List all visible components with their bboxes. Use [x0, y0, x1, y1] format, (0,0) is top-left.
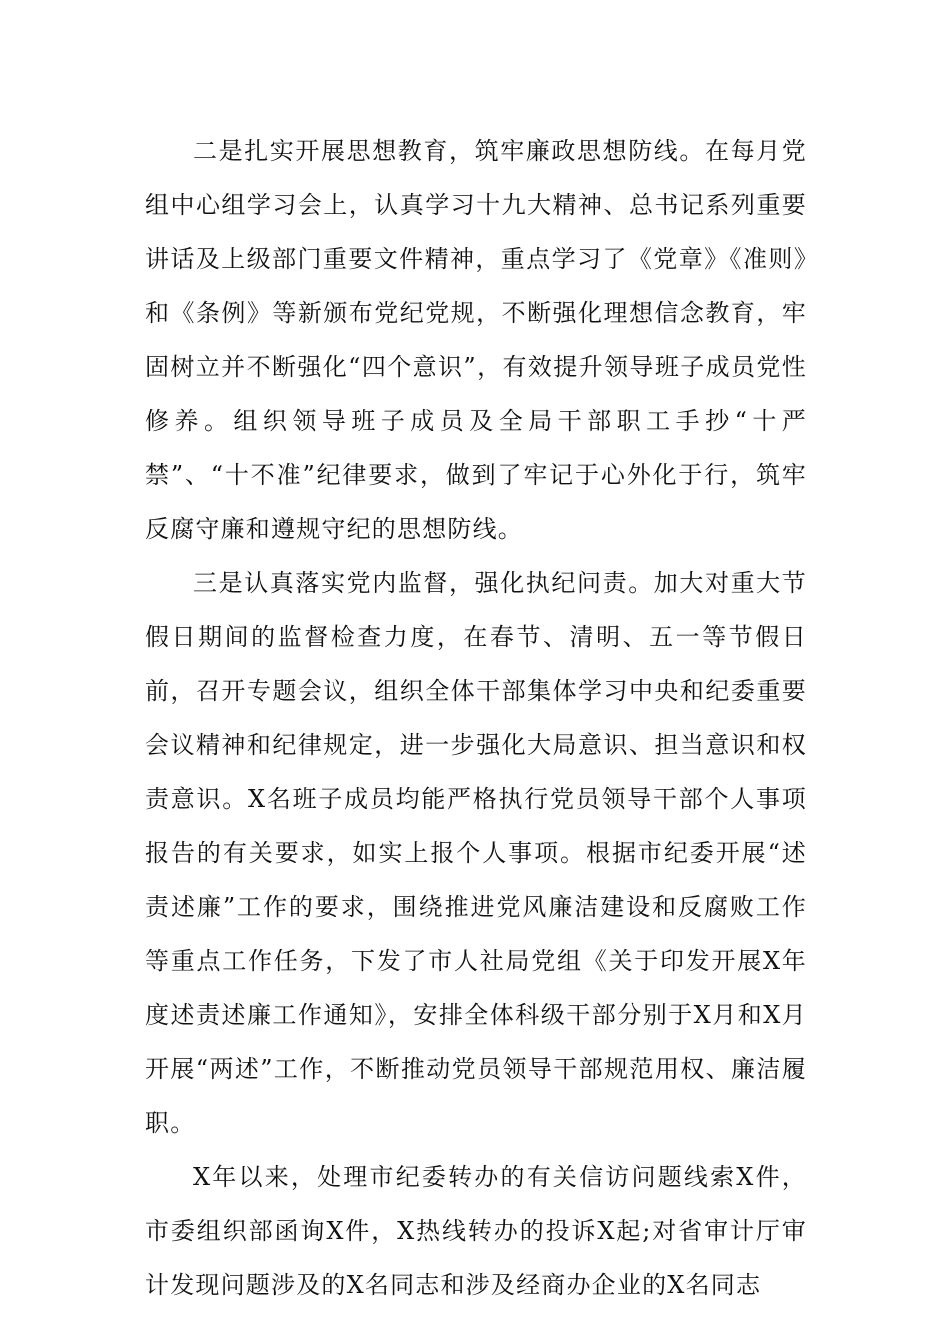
paragraph-ideological-education: 二是扎实开展思想教育，筑牢廉政思想防线。在每月党组中心组学习会上，认真学习十九大精神、总书记系列重要讲话及上级部门重要文件精神，重点学习了《党章》《准则》和《条例》等新颁布党纪党规，不断强化理想信念教育，牢固树立并不断强化“四个意识”，有效提升领导班子成员党性修养。组织领导班子成员及全局干部职工手抄“十严禁”、“十不准”纪律要求，做到了牢记于心外化于行，筑牢反腐守廉和遵规守纪的思想防线。: [145, 137, 807, 543]
paragraph-complaint-handling: X年以来，处理市纪委转办的有关信访问题线索X件，市委组织部函询X件，X热线转办的投诉X起;对省审计厅审计发现问题涉及的X名同志和涉及经商办企业的X名同志: [145, 1163, 807, 1299]
document-body: [145, 124, 807, 1312]
paragraph-party-supervision: 三是认真落实党内监督，强化执纪问责。加大对重大节假日期间的监督检查力度，在春节、清明、五一等节假日前，召开专题会议，组织全体干部集体学习中央和纪委重要会议精神和纪律规定，进一步强化大局意识、担当意识和权责意识。X名班子成员均能严格执行党员领导干部个人事项报告的有关要求，如实上报个人事项。根据市纪委开展“述责述廉”工作的要求，围绕推进党风廉洁建设和反腐败工作等重点工作任务，下发了市人社局党组《关于印发开展X年度述责述廉工作通知》，安排全体科级干部分别于X月和X月开展“两述”工作，不断推动党员领导干部规范用权、廉洁履职。: [145, 569, 807, 1137]
